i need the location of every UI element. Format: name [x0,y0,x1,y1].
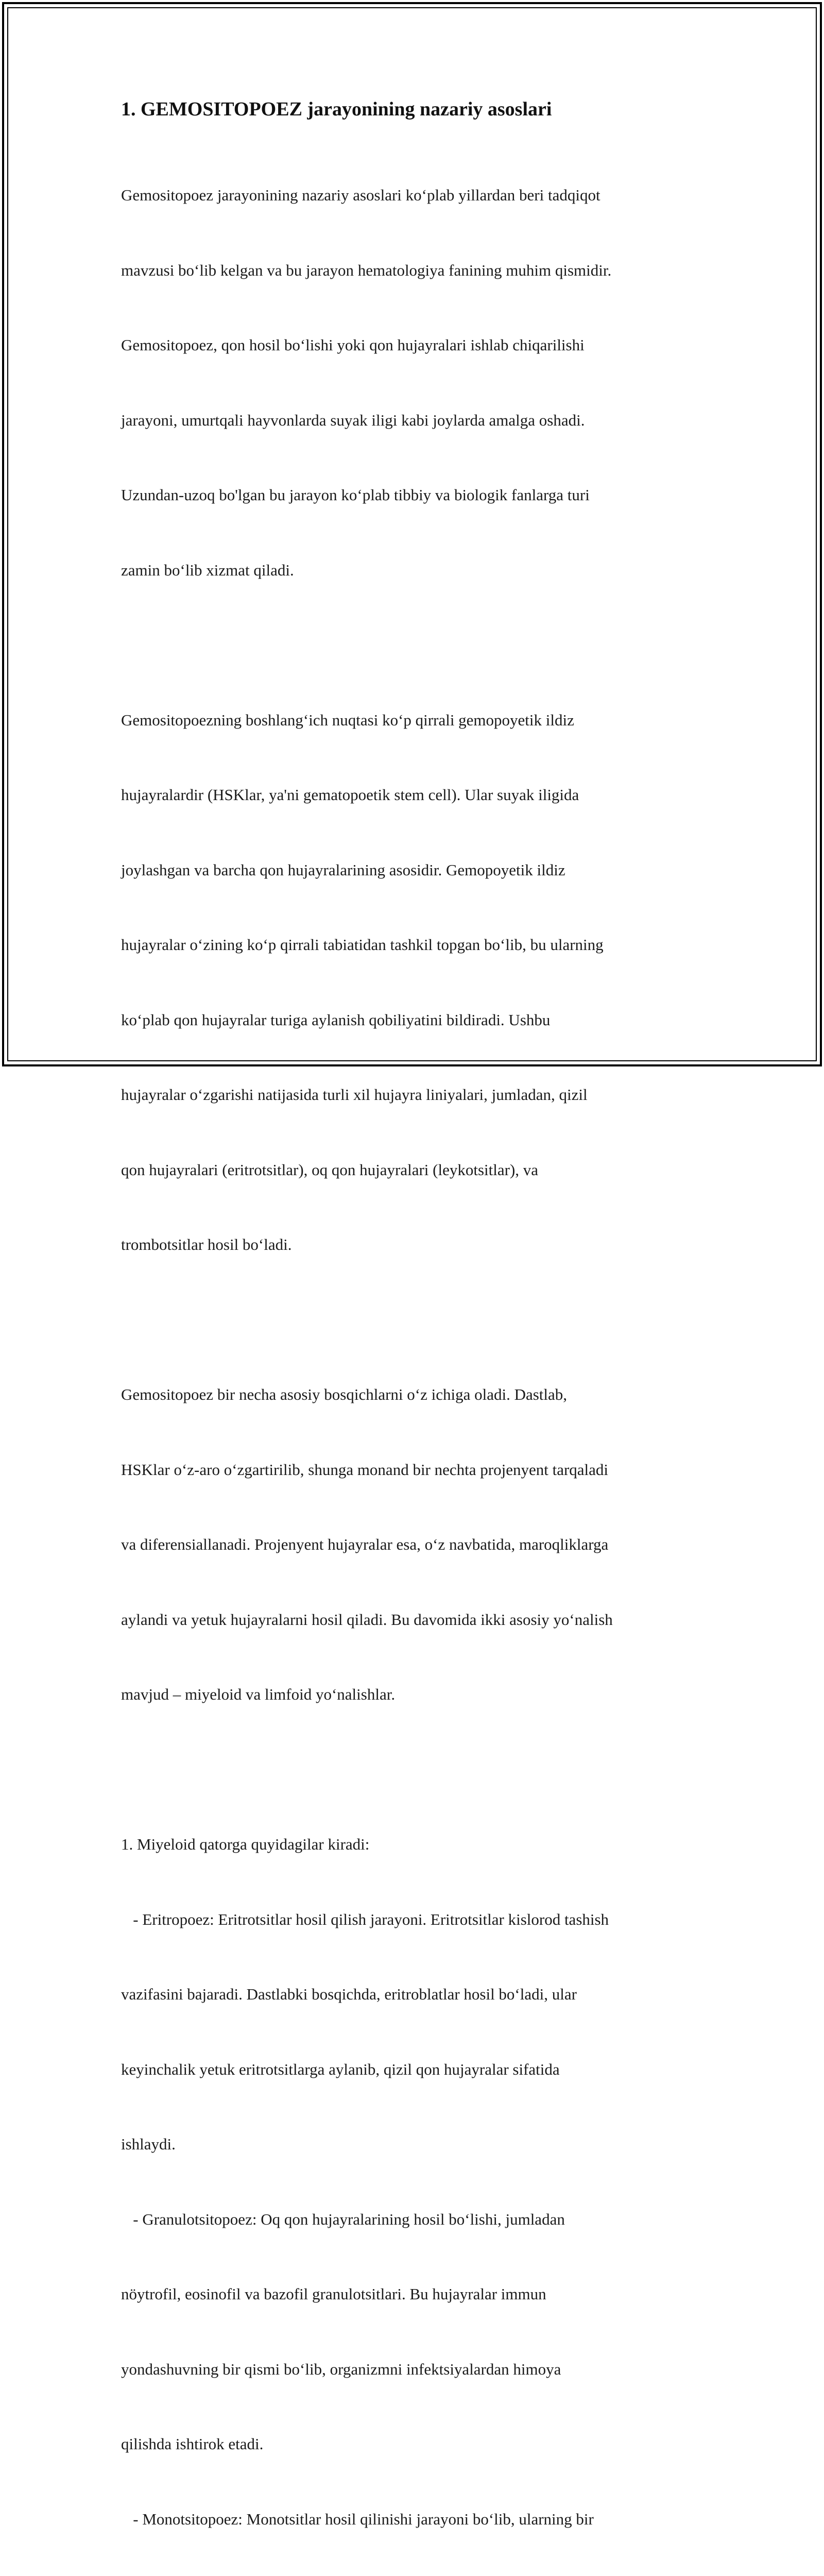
text-line: Uzundan-uzoq bo'lgan bu jarayon ko‘plab tibbiy va biologik fanlarga turi [121,486,590,504]
text-line: nöytrofil, eosinofil va bazofil granulotsitlari. Bu hujayralar immun [121,2285,546,2303]
paragraph-myeloid-list [121,1782,713,2576]
text-line: hujayralar o‘zining ko‘p qirrali tabiatidan tashkil topgan bo‘lib, bu ularning [121,936,604,954]
text-line: keyinchalik yetuk eritrotsitlarga aylanib, qizil qon hujayralar sifatida [121,2060,560,2078]
paragraph-intro [121,133,713,633]
text-line: hujayralar o‘zgarishi natijasida turli xil hujayra liniyalari, jumladan, qizil [121,1086,588,1104]
text-line: mavjud – miyeloid va limfoid yo‘nalishlar. [121,1685,396,1703]
text-line: HSKlar o‘z-aro o‘zgartirilib, shunga monand bir nechta projenyent tarqaladi [121,1460,609,1479]
text-line: va diferensiallanadi. Projenyent hujayralar esa, o‘z navbatida, maroqliklarga [121,1535,609,1553]
text-line: trombotsitlar hosil bo‘ladi. [121,1235,292,1253]
text-line: Gemositopoezning boshlang‘ich nuqtasi ko‘p qirrali gemopoyetik ildiz [121,710,574,729]
text-line: ko‘plab qon hujayralar turiga aylanish qobiliyatini bildiradi. Ushbu [121,1010,551,1029]
text-line: Gemositopoez jarayonining nazariy asoslari ko‘plab yillardan beri tadqiqot [121,186,600,204]
paragraph-stages [121,1332,713,1757]
list-item: - Granulotsitopoez: Oq qon hujayralarining hosil bo‘lishi, jumladan [121,2210,565,2228]
text-line: qilishda ishtirok etadi. [121,2435,264,2453]
document-body [121,96,713,2576]
text-line: joylashgan va barcha qon hujayralarining asosidir. Gemopoyetik ildiz [121,860,565,879]
paragraph-stem-cells [121,658,713,1308]
text-line: hujayralardir (HSKlar, ya'ni gematopoetik stem cell). Ular suyak iligida [121,786,579,804]
text-line: zamin bo‘lib xizmat qiladi. [121,561,294,579]
page-title: 1. GEMOSITOPOEZ jarayonining nazariy asoslari [121,98,552,120]
text-line: jarayoni, umurtqali hayvonlarda suyak iligi kabi joylarda amalga oshadi. [121,411,585,429]
text-line: Gemositopoez, qon hosil bo‘lishi yoki qon hujayralari ishlab chiqarilishi [121,336,585,354]
text-line: vazifasini bajaradi. Dastlabki bosqichda, eritroblatlar hosil bo‘ladi, ular [121,1985,577,2003]
text-line: ishlaydi. [121,2135,176,2153]
text-line: Gemositopoez bir necha asosiy bosqichlarni o‘z ichiga oladi. Dastlab, [121,1385,568,1403]
text-line: mavzusi bo‘lib kelgan va bu jarayon hematologiya fanining muhim qismidir. [121,261,612,279]
text-line: qon hujayralari (eritrotsitlar), oq qon hujayralari (leykotsitlar), va [121,1160,539,1179]
text-line: aylandi va yetuk hujayralarni hosil qiladi. Bu davomida ikki asosiy yo‘nalish [121,1610,613,1629]
list-heading: 1. Miyeloid qatorga quyidagilar kiradi: [121,1835,370,1853]
list-item: - Eritropoez: Eritrotsitlar hosil qilish jarayoni. Eritrotsitlar kislorod tashish [121,1910,609,1928]
text-line: yondashuvning bir qismi bo‘lib, organizmni infektsiyalardan himoya [121,2360,561,2378]
list-item: - Monotsitopoez: Monotsitlar hosil qilinishi jarayoni bo‘lib, ularning bir [121,2510,594,2528]
